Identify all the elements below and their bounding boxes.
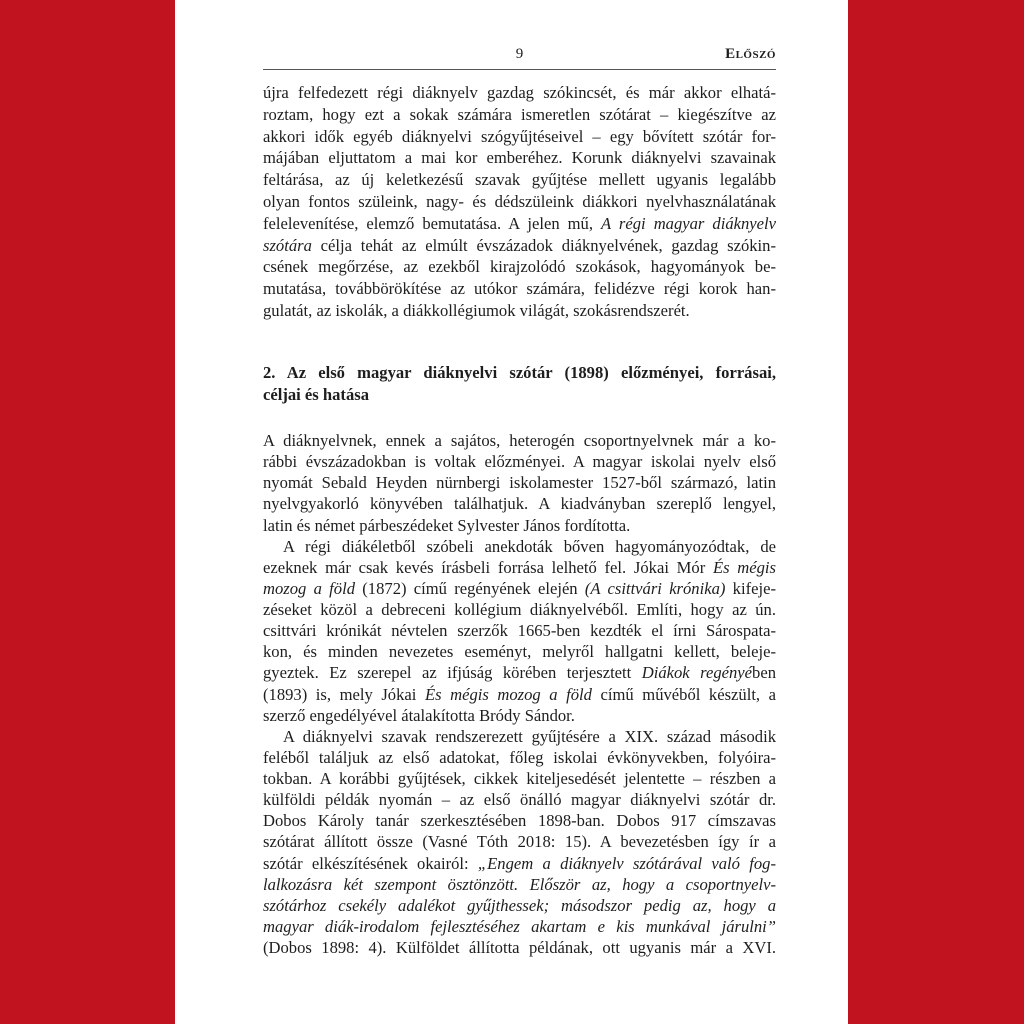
text-line xyxy=(263,235,776,257)
text-line xyxy=(263,536,776,557)
text-span: rábbi évszázadokban is voltak előzményei. A magyar iskolai nyelv első xyxy=(263,452,776,472)
text-line xyxy=(263,430,776,451)
text-line xyxy=(263,147,776,169)
heading-line xyxy=(263,384,776,406)
text-span: gyeztek. Ez szerepel az ifjúság körében terjesztett xyxy=(263,663,642,683)
text-line xyxy=(263,104,776,126)
italic-text: szótárhoz csekély adalékot gyűjthessek; másodszor pedig az, hogy a xyxy=(263,895,776,915)
book-page xyxy=(175,0,848,1024)
text-line xyxy=(263,789,776,810)
text-span: májában eljuttatom a mai kor emberéhez. Korunk diáknyelvi szavainak xyxy=(263,148,776,168)
text-span: (Dobos 1898: 4). Külföldet állította példának, ott ugyanis már a XVI. xyxy=(263,938,776,957)
text-line xyxy=(263,916,776,937)
heading-line xyxy=(263,362,776,384)
text-line xyxy=(263,895,776,916)
text-line xyxy=(263,213,776,235)
text-span: szótárat állított össze (Vasné Tóth 2018: 15). A bevezetésben így ír a xyxy=(263,832,776,852)
text-span: célja tehát az elmúlt évszázadok diáknyelvének, gazdag szókin- xyxy=(311,235,776,255)
italic-text: mozog a föld xyxy=(263,578,355,598)
text-span: ezeknek már csak kevés írásbeli forrása lelhető fel. Jókai Mór xyxy=(263,557,713,577)
text-span: A diáknyelvi szavak rendszerezett gyűjtésére a XIX. század második xyxy=(283,726,776,746)
text-line xyxy=(263,82,776,104)
text-span: feléből találjuk az első adatokat, főleg iskolai évkönyvekben, folyóira- xyxy=(263,747,776,767)
text-span: ben xyxy=(752,663,777,683)
italic-text: És mégis mozog a föld xyxy=(424,684,592,704)
text-span: szótár elkészítésének okairól: xyxy=(263,853,478,873)
text-line xyxy=(263,747,776,768)
text-span: című művéből készült, a xyxy=(591,684,777,704)
text-span: kifeje- xyxy=(725,578,776,598)
text-span: csének megőrzése, az ezekből kirajzolódó szokások, hagyományok be- xyxy=(263,257,776,277)
text-line xyxy=(263,599,776,620)
italic-text: És mégis xyxy=(712,557,776,577)
text-line xyxy=(263,641,776,662)
italic-text: „Engem a diáknyelv szótárával való fog- xyxy=(477,853,776,873)
section-body xyxy=(263,430,776,958)
italic-text: (A csittvári krónika) xyxy=(584,578,726,598)
italic-text: A régi magyar diáknyelv xyxy=(601,213,776,233)
intro-paragraph xyxy=(263,82,776,322)
text-line xyxy=(263,126,776,148)
text-line xyxy=(263,620,776,641)
text-span: olyan fontos szüleink, nagy- és dédszüleink diákkori nyelvhasználatának xyxy=(263,191,776,211)
text-span: Dobos Károly tanár szerkesztésében 1898-ban. Dobos 917 címszavas xyxy=(263,811,776,831)
text-line xyxy=(263,493,776,514)
text-span: nyelvgyakorló könyvében találhatjuk. A kiadványban szereplő lengyel, xyxy=(263,494,776,514)
page-header xyxy=(263,46,776,68)
text-line xyxy=(263,937,776,958)
page-number: 9 xyxy=(515,46,524,62)
text-line xyxy=(263,256,776,278)
text-span: zéseket közöl a debreceni kollégium diáknyelvéből. Említi, hogy az ún. xyxy=(263,600,776,619)
text-span: roztam, hogy ezt a sokak számára ismeretlen szótárat – kiegészítve az xyxy=(263,104,776,124)
text-line xyxy=(263,768,776,789)
text-line xyxy=(263,451,776,472)
text-span: felelevenítése, elemző bemutatása. A jelen mű, xyxy=(263,213,602,233)
text-span: tokban. A korábbi gyűjtések, cikkek kiteljesedését jelentette – részben a xyxy=(263,769,776,788)
text-span: nyomát Sebald Heyden nürnbergi iskolamester 1527-ből származó, latin xyxy=(263,473,776,493)
text-span: újra felfedezett régi diáknyelv gazdag szókincsét, és már akkor elhatá- xyxy=(263,83,776,102)
text-line xyxy=(263,705,776,726)
text-line xyxy=(263,557,776,578)
italic-text: szótára xyxy=(263,235,312,255)
text-span: A diáknyelvnek, ennek a sajátos, heterogén csoportnyelvnek már a ko- xyxy=(263,431,776,450)
header-rule xyxy=(263,69,776,70)
text-line xyxy=(263,472,776,493)
text-line xyxy=(263,578,776,599)
text-span: mutatása, továbbörökítése az utókor számára, felidézve régi korok han- xyxy=(263,279,776,299)
text-line xyxy=(263,874,776,895)
text-line xyxy=(263,515,776,536)
section-heading xyxy=(263,362,776,406)
text-line xyxy=(263,662,776,683)
text-line xyxy=(263,810,776,831)
running-title: Előszó xyxy=(725,46,776,62)
text-span: külföldi példák nyomán – az első önálló magyar diáknyelvi szótár dr. xyxy=(263,790,776,810)
text-line xyxy=(263,278,776,300)
italic-text: magyar diák-irodalom fejlesztéséhez akartam e kis munkával járulni” xyxy=(263,916,776,936)
text-span: latin és német párbeszédeket Sylvester János fordította. xyxy=(263,515,631,535)
text-line xyxy=(263,300,776,322)
text-span: akkori idők egyéb diáknyelvi szógyűjtéseivel – egy bővített szótár for- xyxy=(263,126,776,146)
text-span: szerző engedélyével átalakította Bródy Sándor. xyxy=(263,705,575,725)
italic-text: lalkozásra két szempont ösztönzött. Először az, hogy a csoportnyelv- xyxy=(263,874,776,894)
text-span: (1872) című regényének elején xyxy=(355,578,585,598)
text-line xyxy=(263,831,776,852)
text-span: (1893) is, mely Jókai xyxy=(263,684,425,704)
text-span: céljai és hatása xyxy=(263,385,369,404)
text-span: gulatát, az iskolák, a diákkollégiumok világát, szokásrendszerét. xyxy=(263,300,690,320)
text-span: feltárása, az új keletkezésű szavak gyűjtése mellett ugyanis legalább xyxy=(263,170,776,190)
text-line xyxy=(263,684,776,705)
text-span: A régi diákéletből szóbeli anekdoták bőven hagyományozódtak, de xyxy=(283,536,776,556)
text-span: kon, és minden nevezetes eseményt, melyről hallgatni kellett, beleje- xyxy=(263,642,776,662)
text-line xyxy=(263,853,776,874)
text-span: 2. Az első magyar diáknyelvi szótár (1898) előzményei, forrásai, xyxy=(263,363,776,382)
text-span: csittvári krónikát névtelen szerzők 1665-ben kezdték el írni Sárospata- xyxy=(263,621,776,641)
text-line xyxy=(263,191,776,213)
text-line xyxy=(263,726,776,747)
italic-text: Diákok regényé xyxy=(641,663,753,683)
text-line xyxy=(263,169,776,191)
